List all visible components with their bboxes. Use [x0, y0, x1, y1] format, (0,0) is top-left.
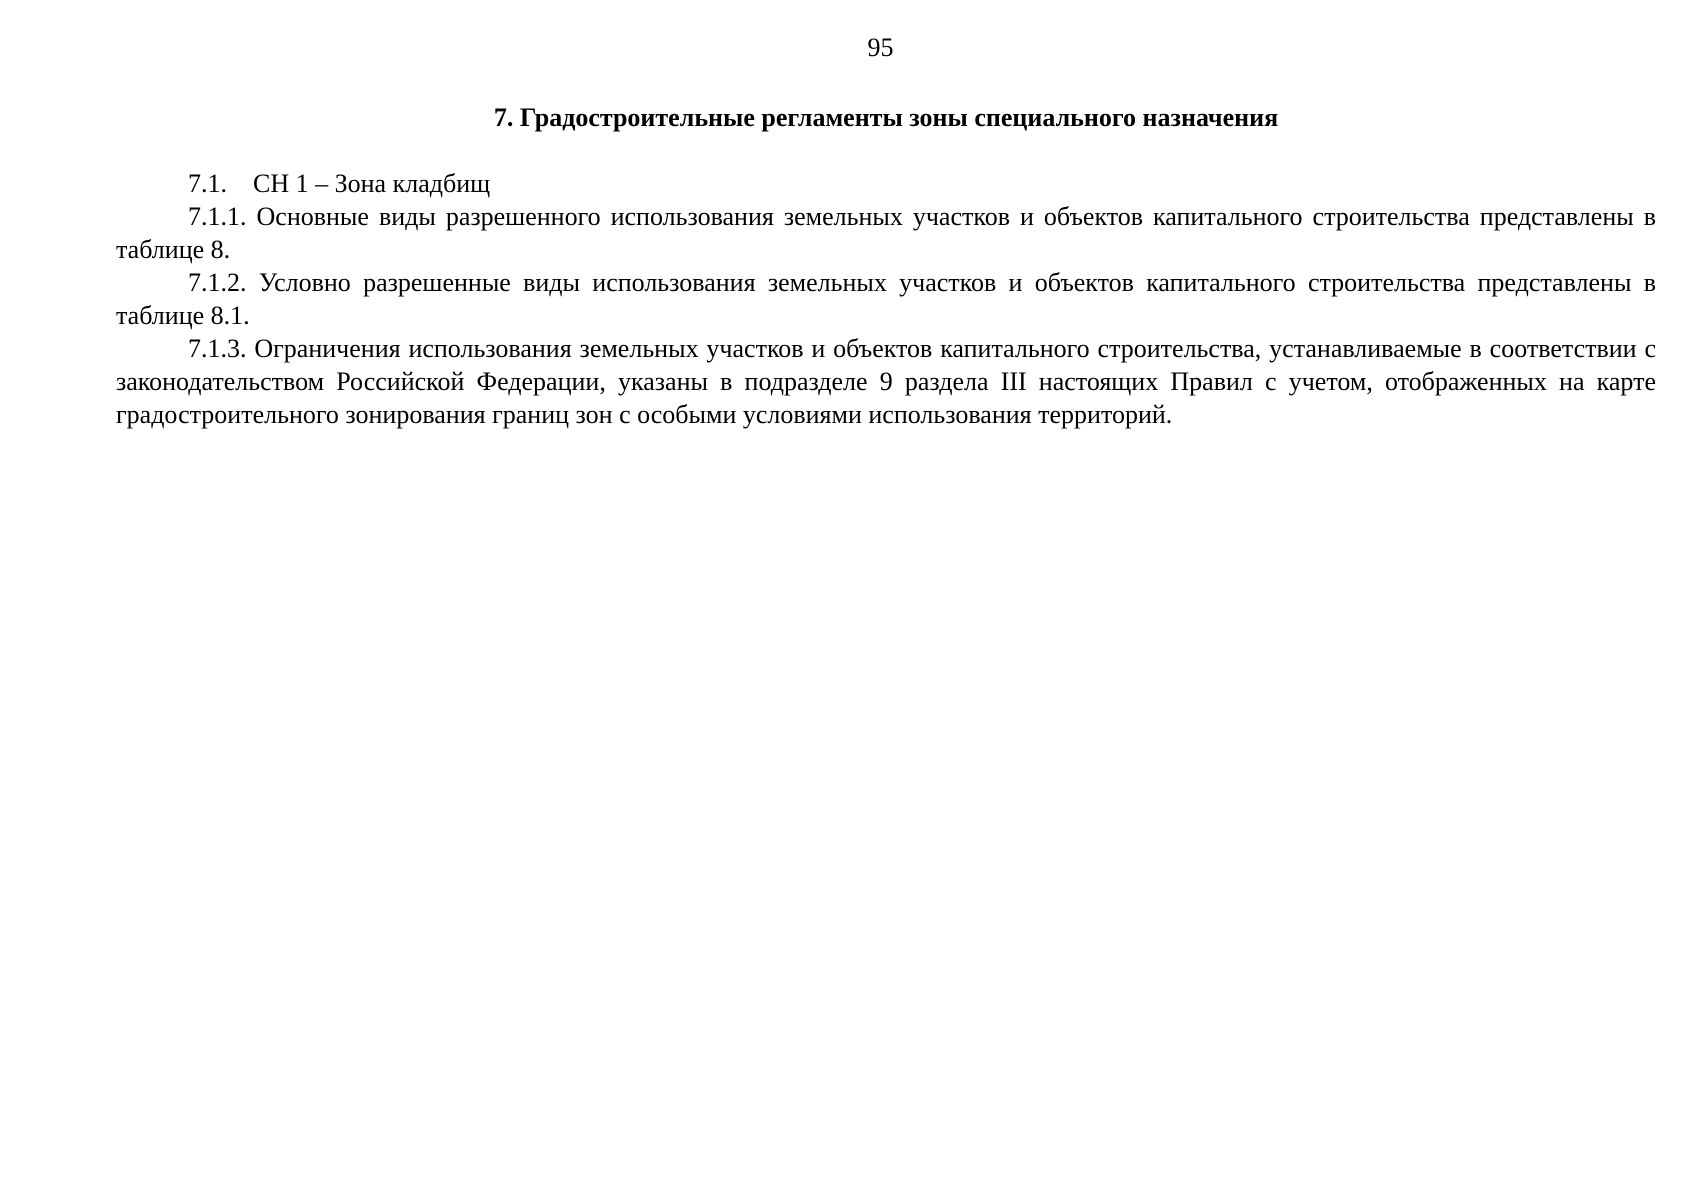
paragraph-7-1-1: 7.1.1. Основные виды разрешенного использования земельных участков и объектов капитального строительства представлены в таблице 8.	[116, 202, 1656, 264]
paragraph-7-1-3: 7.1.3. Ограничения использования земельных участков и объектов капитального строительства, устанавливаемые в соответствии с законодательством Российской Федерации, указаны в подразделе 9 раздела III настоящих Правил с учетом, отображенных на карте градостроительного зонирования границ зон с особыми условиями использования территорий.	[116, 334, 1656, 429]
subsection-number: 7.1.	[188, 169, 227, 198]
section-heading: 7. Градостроительные регламенты зоны специального назначения	[493, 103, 1279, 132]
subsection-heading	[116, 167, 1656, 200]
page-number: 95	[867, 33, 894, 62]
section-body	[116, 167, 1656, 431]
subsection-title: СН 1 – Зона кладбищ	[253, 169, 491, 198]
paragraph-7-1-2: 7.1.2. Условно разрешенные виды использования земельных участков и объектов капитального строительства представлены в таблице 8.1.	[116, 268, 1656, 330]
